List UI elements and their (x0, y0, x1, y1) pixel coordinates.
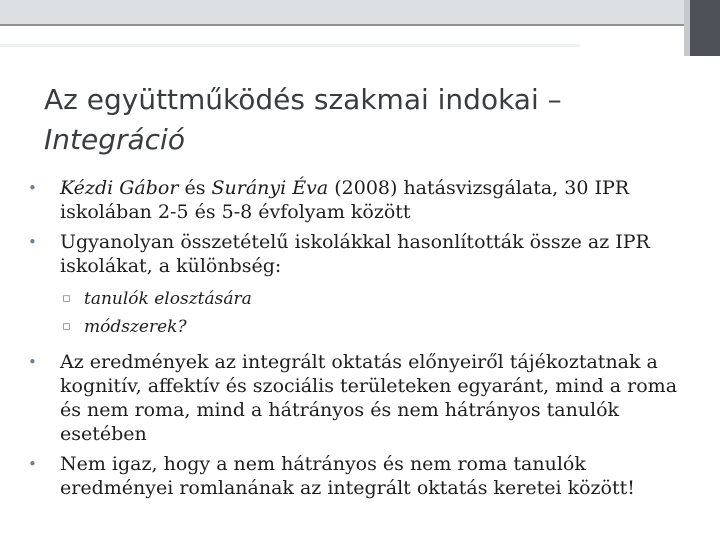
slide-body (26, 176, 696, 500)
bullet-item (26, 230, 696, 278)
bullet-text: Az eredmények az integrált oktatás előnyeiről tájékoztatnak a kognitív, affektív és szociális területeken egyaránt, mind a roma és nem roma, mind a hátrányos és nem hátrányos tanulók esetében (60, 351, 678, 445)
sub-bullet-marker: ▫ (62, 319, 71, 334)
bullet-marker: • (28, 233, 37, 251)
bullet-text: Ugyanolyan összetételű iskolákkal hasonlították össze az IPR iskolákat, a különbség: (60, 231, 650, 277)
author-name: Surányi Éva (211, 177, 329, 199)
bullet-marker: • (28, 353, 37, 371)
author-name: Kézdi Gábor (60, 177, 179, 199)
bullet-text: Nem igaz, hogy a nem hátrányos és nem roma tanulók eredményei romlanának az integrált oktatás keretei között! (60, 453, 635, 499)
corner-accent-dark (690, 0, 720, 56)
sub-bullet-item (26, 316, 696, 338)
slide-title (44, 80, 684, 160)
bullet-marker: • (28, 179, 37, 197)
conjunction: és (178, 177, 212, 199)
title-main: Az együttműködés szakmai indokai – (44, 83, 562, 116)
title-rule (0, 44, 580, 47)
bullet-text: (2008) hatásvizsgálata, 30 IPR iskolában 2-5 és 5-8 évfolyam között (60, 177, 630, 223)
bullet-item (26, 176, 696, 224)
sub-bullet-item (26, 288, 696, 310)
sub-bullet-text: tanulók elosztására (84, 289, 252, 309)
sub-bullet-text: módszerek? (84, 317, 187, 337)
bullet-item (26, 350, 696, 446)
header-band (0, 0, 690, 24)
bullet-marker: • (28, 455, 37, 473)
title-italic: Integráció (44, 123, 185, 156)
sub-bullet-marker: ▫ (62, 291, 71, 306)
header-line (0, 24, 690, 26)
bullet-item (26, 452, 696, 500)
